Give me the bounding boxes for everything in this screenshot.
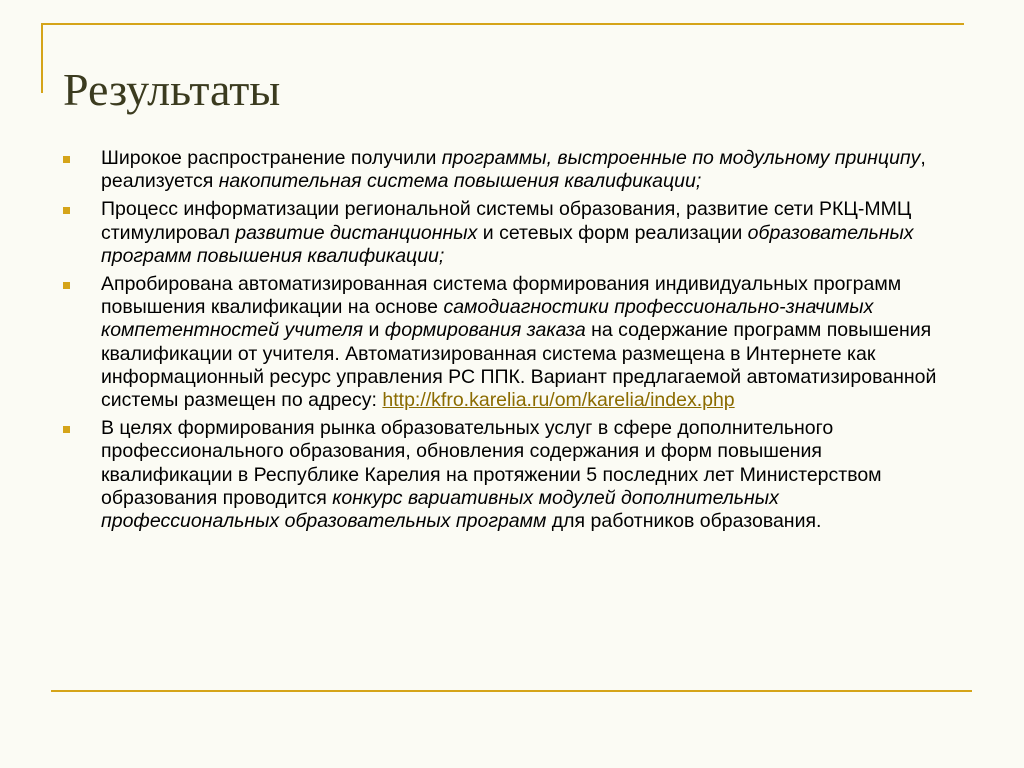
bullet-emphasis: накопительная система повышения квалификации; <box>218 170 702 193</box>
bullet-text: и сетевых форм реализации <box>482 221 748 244</box>
bullet-item-automated-system <box>63 273 943 412</box>
bullet-text: , реализуется <box>101 147 926 193</box>
bullet-emphasis: программы, выстроенные по модульному принципу <box>441 147 921 169</box>
bullet-emphasis: формирования заказа <box>384 319 586 342</box>
bullet-list <box>63 147 943 538</box>
bullet-text: для работников образования. <box>546 510 822 533</box>
bullet-item-competition <box>63 417 943 533</box>
bullet-item-informatization <box>63 198 943 268</box>
bullet-text: Процесс информатизации региональной системы образования, развитие сети РКЦ-ММЦ стимулировал <box>101 198 912 244</box>
bullet-square-icon <box>63 282 70 289</box>
bullet-square-icon <box>63 426 70 433</box>
bullet-text: и <box>363 319 385 342</box>
bullet-text: В целях формирования рынка образовательных услуг в сфере дополнительного профессионального образования, обновления содержания и форм повышения квалификации в Республике Карелия на протяжении 5 последних лет Министерством образования проводится <box>101 417 882 509</box>
slide-title: Результаты <box>63 64 281 115</box>
bullet-square-icon <box>63 156 70 163</box>
bullet-emphasis: самодиагностики профессионально-значимых компетентностей учителя <box>101 296 874 342</box>
frame-top-line <box>41 23 964 25</box>
frame-left-line <box>41 23 43 93</box>
bullet-square-icon <box>63 207 70 214</box>
frame-bottom-line <box>51 690 972 692</box>
bullet-text: Широкое распространение получили <box>101 147 442 169</box>
bullet-emphasis: образовательных программ повышения квалификации; <box>101 221 914 267</box>
bullet-item-programs <box>63 147 943 193</box>
bullet-text: Апробирована автоматизированная система формирования индивидуальных программ повышения квалификации на основе <box>101 273 902 319</box>
bullet-emphasis: развитие дистанционных <box>235 221 483 244</box>
bullet-text: на содержание программ повышения квалификации от учителя. Автоматизированная система размещена в Интернете как информационный ресурс управления РС ППК. Вариант предлагаемой автоматизированной системы размещен по адресу: <box>101 319 937 412</box>
bullet-emphasis: конкурс вариативных модулей дополнительных профессиональных образовательных программ <box>101 486 779 533</box>
karelia-link[interactable]: http://kfro.karelia.ru/om/karelia/index.php <box>382 389 735 412</box>
